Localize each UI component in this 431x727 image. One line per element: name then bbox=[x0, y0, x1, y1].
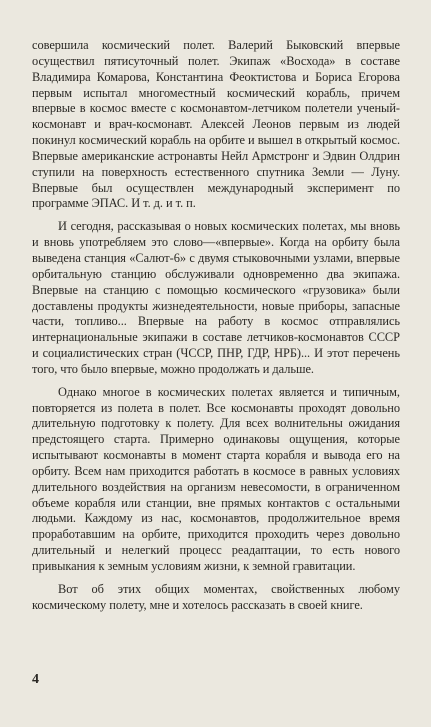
body-text bbox=[32, 38, 400, 614]
paragraph-book-purpose: Вот об этих общих моментах, свойственных любому космическому полету, мне и хотелось рассказать в своей книге. bbox=[32, 581, 400, 612]
paragraph-typical-experiences: Однако многое в космических полетах является и типичным, повторяется из полета в полет. Все космонавты проходят довольно длительную подготовку к полету. Для всех волнительны ожидания предстоящего старта. Примерно одинаковы ощущения, которые испытывают космонавты в момент старта корабля и вывода его на орбиту. Всем нам приходится работать в космосе в равных условиях длительного воздействия на организм невесомости, в ограниченном объеме корабля или станции, вне прямых контактов с остальными людьми. Каждому из нас, космонавтов, продолжительное время проработавшим на орбите, приходится проходить через довольно длительный и нелегкий процесс реадаптации, то есть нового привыкания к земным условиям жизни, к земной гравитации. bbox=[32, 384, 400, 573]
page-number: 4 bbox=[32, 672, 39, 687]
paragraph-firsts-today: И сегодня, рассказывая о новых космических полетах, мы вновь и вновь употребляем это слово—«впервые». Когда на орбиту была выведена станция «Салют-6» с двумя стыковочными узлами, впервые орбитальную станцию обслуживали одновременно два экипажа. Впервые на станцию с помощью космического «грузовика» были доставлены продукты жизнедеятельности, новые приборы, запасные части, топливо... Впервые на работу в космос отправлялись интернациональные экипажи в составе летчиков-космонавтов СССР и социалистических стран (ЧССР, ПНР, ГДР, НРБ)... И этот перечень того, что было впервые, можно продолжать и дальше. bbox=[32, 219, 400, 376]
paragraph-continuation: совершила космический полет. Валерий Быковский впервые осуществил пятисуточный полет. Экипаж «Восхода» в составе Владимира Комарова, Константина Феоктистова и Бориса Егорова первым испытал многоместный космический корабль, причем впервые в космос вместе с космонавтом-летчиком полетели ученый-космонавт и врач-космонавт. Алексей Леонов первым из людей покинул космический корабль на орбите и вышел в открытый космос. Впервые американские астронавты Нейл Армстронг и Эдвин Олдрин ступили на поверхность естественного спутника Земли — Луну. Впервые был осуществлен международный эксперимент по программе ЭПАС. И т. д. и т. п. bbox=[32, 38, 400, 211]
